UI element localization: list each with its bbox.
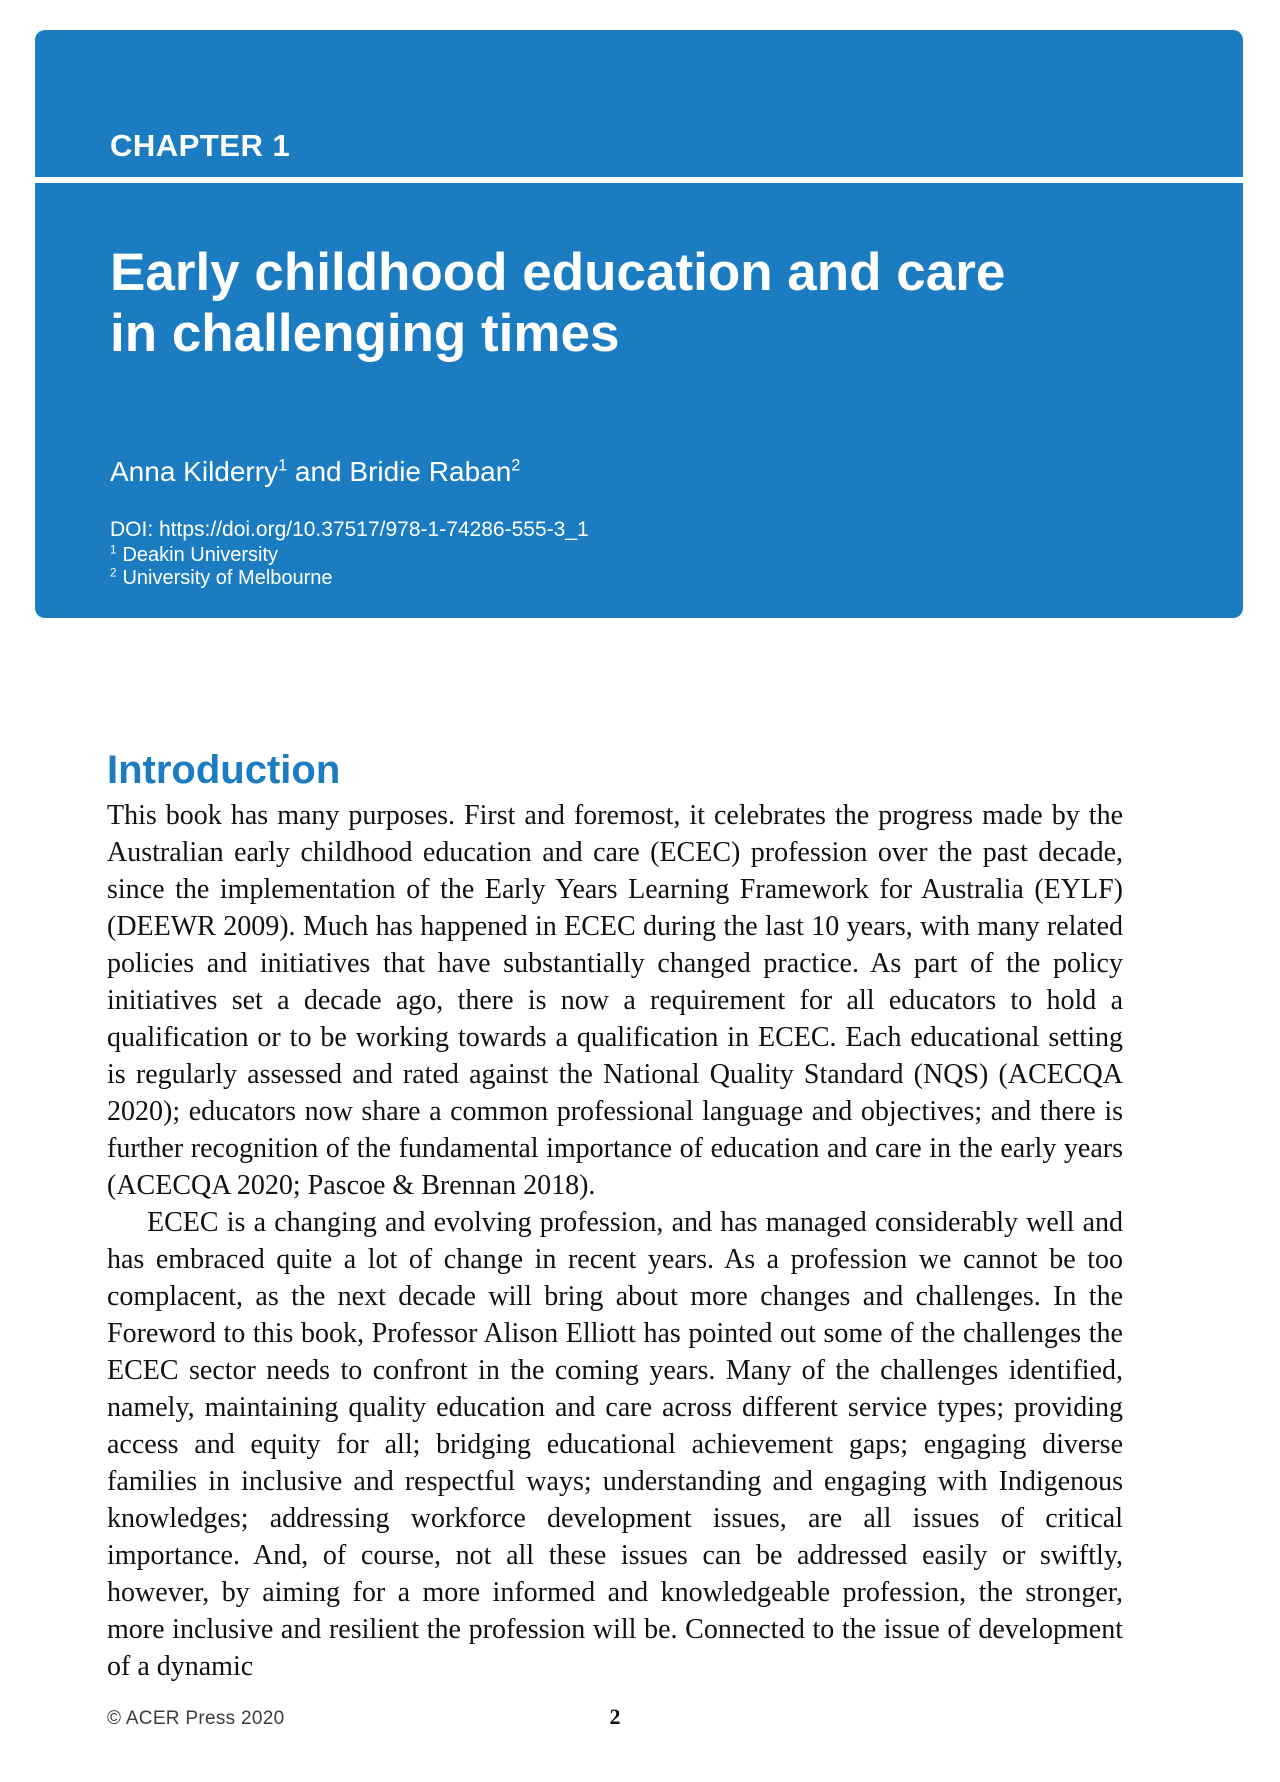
affiliation-2 xyxy=(110,567,333,590)
body-text-column xyxy=(107,797,1123,1685)
chapter-title-line-2: in challenging times xyxy=(110,304,620,363)
affiliation-2-name: University of Melbourne xyxy=(122,567,333,589)
affiliation-1 xyxy=(110,544,333,567)
affiliation-1-name: Deakin University xyxy=(122,544,279,566)
author-2-name: Bridie Raban xyxy=(349,456,512,487)
section-heading-introduction: Introduction xyxy=(107,748,341,792)
chapter-title xyxy=(110,242,1005,364)
affiliations-list xyxy=(110,544,333,590)
page-number: 2 xyxy=(609,1704,621,1729)
affiliation-2-marker: 2 xyxy=(110,566,117,580)
affiliation-1-marker: 1 xyxy=(110,543,117,557)
intro-paragraph-2: ECEC is a changing and evolving profession, and has managed considerably well and has embraced quite a lot of change in recent years. As a profession we cannot be too complacent, as the next decade will bring about more changes and challenges. In the Foreword to this book, Professor Alison Elliott has pointed out some of the challenges the ECEC sector needs to confront in the coming years. Many of the challenges identified, namely, maintaining quality education and care across different service types; providing access and equity for all; bridging educational achievement gaps; engaging diverse families in inclusive and respectful ways; understanding and engaging with Indigenous knowledges; addressing workforce development issues, are all issues of critical importance. And, of course, not all these issues can be addressed easily or swiftly, however, by aiming for a more informed and knowledgeable profession, the stronger, more inclusive and resilient the profession will be. Connected to the issue of development of a dynamic xyxy=(107,1207,1123,1682)
chapter-label: CHAPTER 1 xyxy=(110,128,291,163)
authors-joiner: and xyxy=(294,456,342,487)
author-2-affiliation-marker: 2 xyxy=(511,456,521,475)
chapter-hero-banner xyxy=(35,30,1243,618)
author-1-name: Anna Kilderry xyxy=(110,456,279,487)
copyright-notice: © ACER Press 2020 xyxy=(107,1708,285,1729)
header-divider-line xyxy=(35,177,1243,183)
authors-line xyxy=(110,456,520,488)
chapter-title-line-1: Early childhood education and care xyxy=(110,243,1006,302)
intro-paragraph-1: This book has many purposes. First and foremost, it celebrates the progress made by the Australian early childhood education and care (ECEC) profession over the past decade, since the implementation of the Early Years Learning Framework for Australia (EYLF) (DEEWR 2009). Much has happened in ECEC during the last 10 years, with many related policies and initiatives that have substantially changed practice. As part of the policy initiatives set a decade ago, there is now a requirement for all educators to hold a qualification or to be working towards a qualification in ECEC. Each educational setting is regularly assessed and rated against the National Quality Standard (NQS) (ACECQA 2020); educators now share a common professional language and objectives; and there is further recognition of the fundamental importance of education and care in the early years (ACECQA 2020; Pascoe & Brennan 2018). xyxy=(107,800,1123,1201)
author-1-affiliation-marker: 1 xyxy=(278,456,288,475)
doi-link[interactable]: DOI: https://doi.org/10.37517/978-1-74286-555-3_1 xyxy=(110,518,589,541)
